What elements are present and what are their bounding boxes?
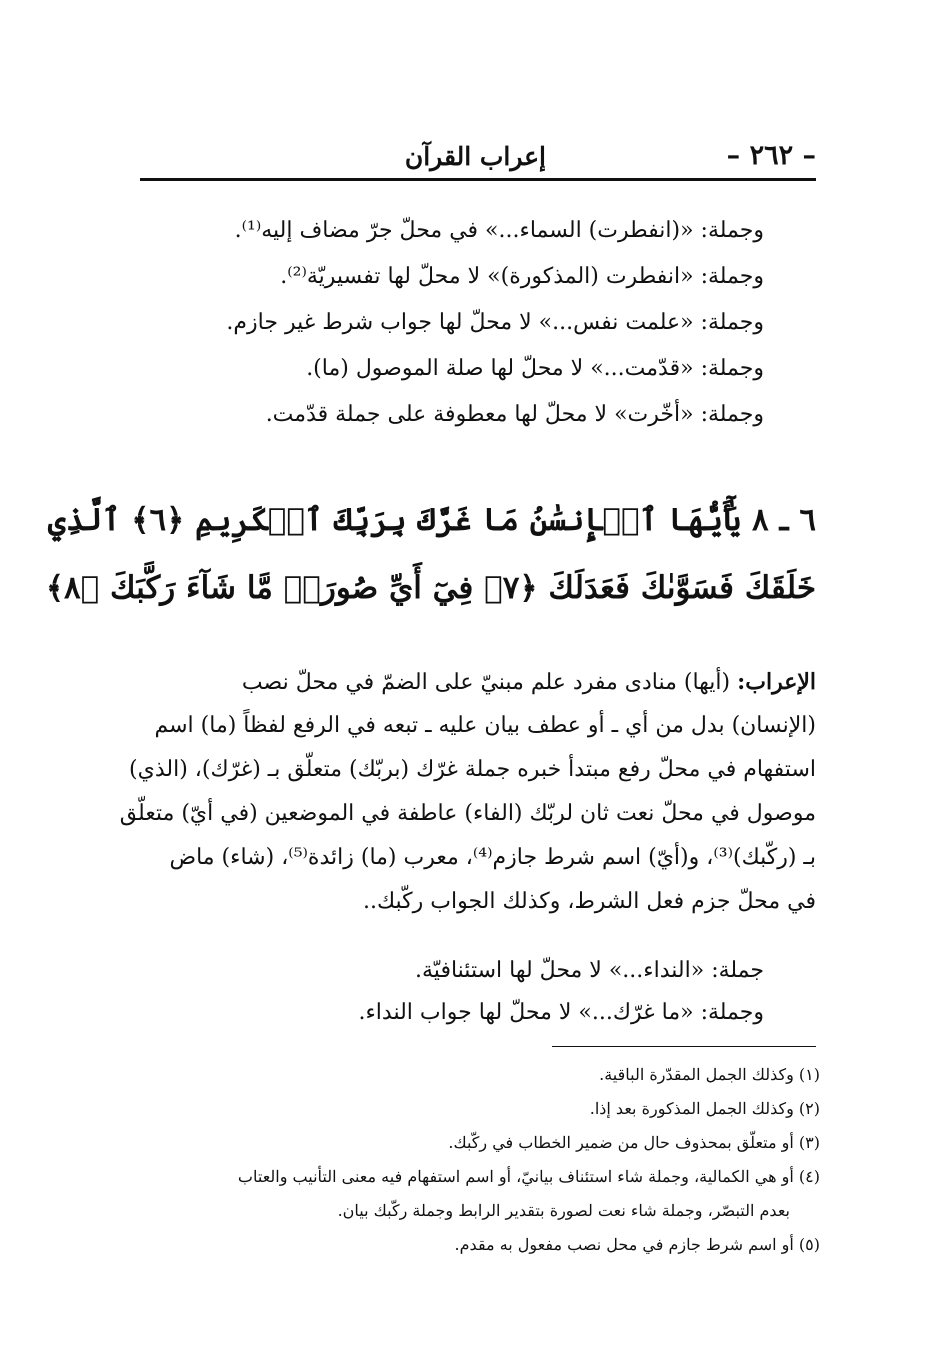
footnote: (٤) أو هي الكمالية، وجملة شاء استئناف بيانيّ، أو اسم استفهام فيه معنى التأنيب والعتاب [237,1167,820,1186]
sentence-line: وجملة: «أخّرت» لا محلّ لها معطوفة على جملة قدّمت. [265,402,764,427]
book-title: إعراب القرآن [404,142,546,171]
page-header [140,138,816,182]
sentence-line: جملة: «النداء...» لا محلّ لها استئنافيّة. [415,958,764,983]
page-number: – ٢٦٢ – [726,140,816,171]
grammar-analysis [119,660,816,924]
verse-line-1: ٦ ـ ٨ يَٰٓأَيُّهَا ٱلۡإِنسَٰنُ مَا غَرَّكَ بِرَبِّكَ ٱلۡكَرِيمِ ﴿٦﴾ ٱلَّذِي [47,502,816,538]
header-divider [140,178,816,181]
footnote-continuation: بعدم التبصّر، وجملة شاء نعت لصورة بتقدير الرابط وجملة ركّبك بيان. [337,1201,790,1220]
grammar-text: (أيها) منادى مفرد علم مبنيّ على الضمّ في محلّ نصب [241,670,738,695]
grammar-line: استفهام في محلّ رفع مبتدأ خبره جملة غرّك (بربّك) متعلّق بـ (غرّك)، (الذي) [129,757,816,782]
footnote: (٥) أو اسم شرط جازم في محل نصب مفعول به مقدم. [454,1235,820,1254]
footnote: (٢) وكذلك الجمل المذكورة بعد إذا. [589,1099,820,1118]
sentence-line: وجملة: «ما غرّك...» لا محلّ لها جواب النداء. [358,1000,764,1025]
sentence-line: وجملة: «قدّمت...» لا محلّ لها صلة الموصول (ما). [306,356,764,381]
verse-line-2: خَلَقَكَ فَسَوَّىٰكَ فَعَدَلَكَ ﴿٧﴾ فِيٓ أَيِّ صُورَةٖ مَّا شَآءَ رَكَّبَكَ ﴿٨﴾ [45,570,816,606]
sentence-line: وجملة: «انفطرت (المذكورة)» لا محلّ لها تفسيريّة⁽²⁾. [280,264,764,289]
footnotes [160,1058,820,1262]
sentence-list-top [204,208,764,438]
footnote-divider [552,1046,816,1047]
quran-verse [45,486,816,622]
grammar-line [140,660,816,704]
grammar-line: موصول في محلّ نعت ثان لربّك (الفاء) عاطفة في الموضعين (في أيّ) متعلّق [119,801,816,826]
grammar-line: في محلّ جزم فعل الشرط، وكذلك الجواب ركّبك.. [363,889,816,914]
sentence-line: وجملة: «(انفطرت) السماء...» في محلّ جرّ مضاف إليه⁽¹⁾. [234,218,764,243]
footnote: (٣) أو متعلّق بمحذوف حال من ضمير الخطاب في ركّبك. [448,1133,820,1152]
sentence-line: وجملة: «علمت نفس...» لا محلّ لها جواب شرط غير جازم. [226,310,764,335]
footnote: (١) وكذلك الجمل المقدّرة الباقية. [599,1065,820,1084]
grammar-line: (الإنسان) بدل من أي ـ أو عطف بيان عليه ـ تبعه في الرفع لفظاً (ما) اسم [154,713,816,738]
grammar-line: بـ (ركّبك)⁽³⁾، و(أيّ) اسم شرط جازم⁽⁴⁾، معرب (ما) زائدة⁽⁵⁾، (شاء) ماض [169,845,816,870]
grammar-heading: الإعراب: [737,669,816,695]
sentence-list-bottom [204,950,764,1034]
